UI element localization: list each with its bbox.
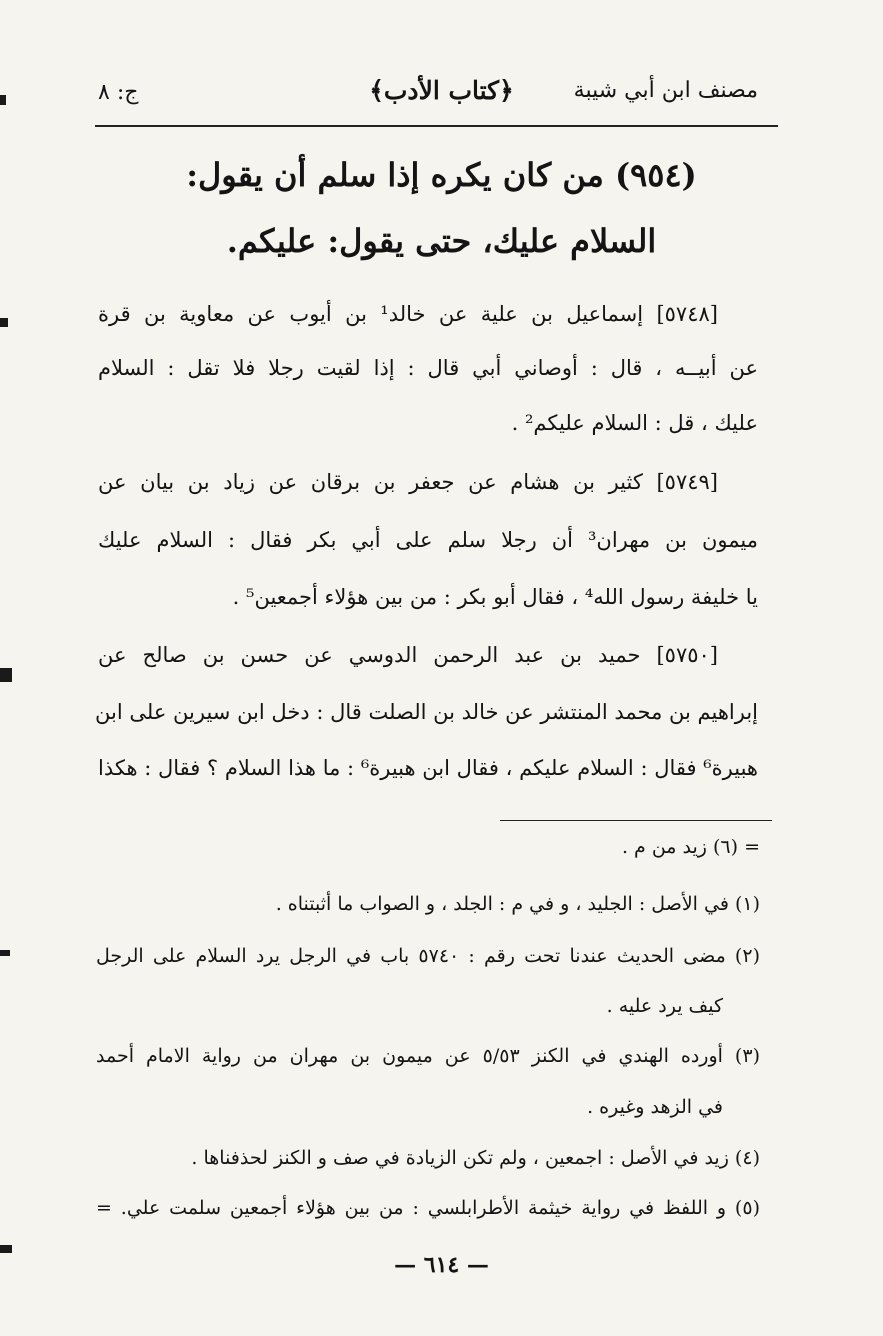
body-line: إبراهيم بن محمد المنتشر عن خالد بن الصلت قال : دخل ابن سيرين على ابن: [95, 700, 758, 724]
header-chapter-title: ﴿كتاب الأدب﴾: [369, 76, 514, 105]
footnote-line: (٤) زيد في الأصل : اجمعين ، ولم تكن الزيادة في صف و الكنز لحذفناها .: [191, 1147, 760, 1169]
body-line: [٥٧٥٠] حميد بن عبد الرحمن الدوسي عن حسن بن صالح عن: [98, 643, 718, 667]
footnote-rule: [500, 820, 772, 821]
scan-mark: [0, 318, 8, 327]
body-line: هبيرة⁶ فقال : السلام عليكم ، فقال ابن هبيرة⁶ : ما هذا السلام ؟ فقال : هكذا: [98, 756, 758, 780]
body-line: [٥٧٤٨] إسماعيل بن علية عن خالد¹ بن أيوب عن معاوية بن قرة: [98, 302, 718, 326]
footnote-line: = (٦) زيد من م .: [621, 836, 760, 858]
footnote-line: (٣) أورده الهندي في الكنز ٥/٥٣ عن ميمون بن مهران من رواية الامام أحمد: [96, 1045, 760, 1067]
header-rule: [95, 125, 778, 127]
footnote-line: (٥) و اللفظ في رواية خيثمة الأطرابلسي : من بين هؤلاء أجمعين سلمت علي. =: [96, 1197, 760, 1219]
footnote-line: (٢) مضى الحديث عندنا تحت رقم : ٥٧٤٠ باب في الرجل يرد السلام على الرجل: [96, 945, 760, 967]
footnote-line: كيف يرد عليه .: [606, 995, 723, 1017]
body-line: [٥٧٤٩] كثير بن هشام عن جعفر بن برقان عن زياد بن بيان عن: [98, 470, 718, 494]
body-line: عليك ، قل : السلام عليكم² .: [511, 411, 758, 435]
chapter-heading-line-1: (٩٥٤) من كان يكره إذا سلم أن يقول:: [186, 156, 697, 194]
header-volume: ج: ٨: [98, 80, 139, 105]
scan-mark: [0, 668, 12, 682]
page-number: — ٦١٤ —: [394, 1252, 489, 1278]
scan-mark: [0, 950, 10, 956]
body-line: ميمون بن مهران³ أن رجلا سلم على أبي بكر فقال : السلام عليك: [98, 528, 758, 552]
header-book-title: مصنف ابن أبي شيبة: [573, 78, 758, 103]
body-line: يا خليفة رسول الله⁴ ، فقال أبو بكر : من بين هؤلاء أجمعين⁵ .: [232, 585, 758, 609]
chapter-heading-line-2: السلام عليك، حتى يقول: عليكم.: [226, 222, 657, 260]
footnote-line: في الزهد وغيره .: [587, 1096, 723, 1118]
footnote-line: (١) في الأصل : الجليد ، و في م : الجلد ، و الصواب ما أثبتناه .: [275, 893, 760, 915]
body-line: عن أبيــه ، قال : أوصاني أبي قال : إذا لقيت رجلا فلا تقل : السلام: [98, 356, 758, 380]
